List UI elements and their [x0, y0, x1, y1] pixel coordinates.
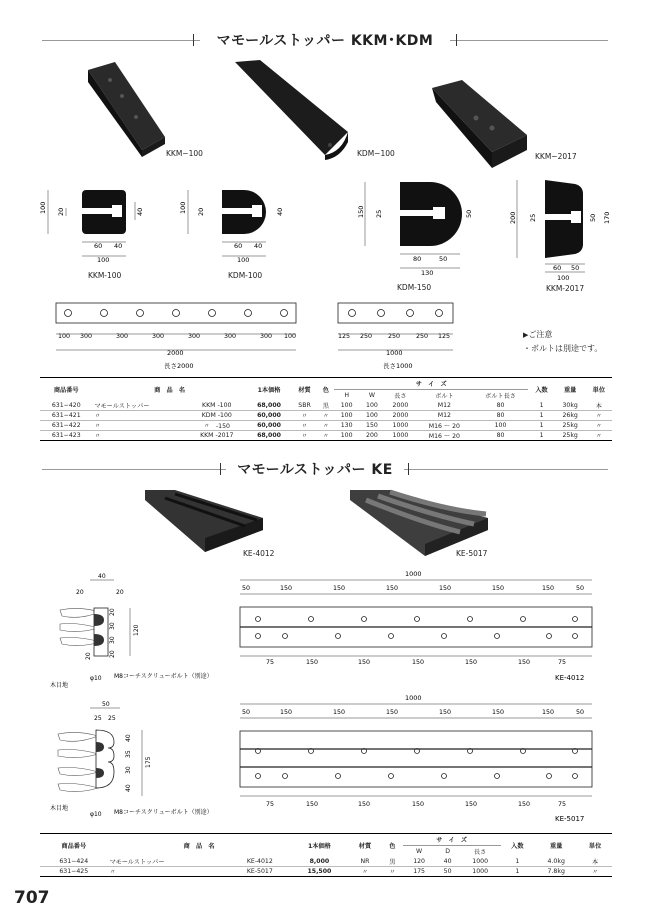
dim-text: 30 [109, 636, 116, 644]
cell-price: 68,000 [247, 401, 292, 411]
dim-text: 30 [109, 622, 116, 630]
notes-heading-text: ご注意 [528, 330, 553, 339]
dim-text: 50 [242, 709, 251, 716]
cell-price: 8,000 [291, 857, 348, 867]
cell-color: 〃 [318, 421, 334, 431]
th-material: 材質 [291, 378, 317, 402]
dim-text: 60 [553, 264, 562, 272]
dim-text: 1000 [405, 570, 422, 578]
cell-bolt: M16 〜 20 [416, 421, 472, 431]
dim-text: 100 [58, 333, 71, 340]
cell-code: 631−423 [40, 431, 93, 441]
cell-material: NR [348, 857, 382, 867]
cell-color: 〃 [318, 411, 334, 421]
th-length: 長さ [385, 390, 417, 402]
dim-text: 100 [179, 201, 187, 214]
plan-caption: 長さ2000 [164, 362, 194, 370]
th-weight: 重量 [555, 378, 586, 402]
dim-text: 200 [509, 211, 517, 224]
dim-text: 1000 [405, 694, 422, 702]
dim-text: 40 [136, 207, 144, 216]
dim-text: 150 [358, 659, 371, 666]
dim-text: 35 [125, 750, 132, 758]
plan-2000 [40, 300, 310, 375]
cell-unit: 本 [586, 401, 612, 411]
dim-text: 125 [338, 333, 351, 340]
cell-w: 175 [403, 867, 436, 877]
section-drawing-ke-4012 [50, 572, 220, 690]
cell-material: SBR [291, 401, 317, 411]
plan-label: KE-4012 [555, 674, 585, 682]
phi-label: φ10 [90, 811, 102, 818]
cell-unit: 〃 [586, 411, 612, 421]
dim-text: 150 [358, 801, 371, 808]
th-d: D [435, 846, 459, 858]
dim-text: 150 [492, 709, 505, 716]
dim-text: 150 [306, 659, 319, 666]
cell-d: 50 [435, 867, 459, 877]
dim-text: 80 [413, 255, 422, 263]
cell-name1: 〃 [93, 421, 187, 431]
dim-text: 25 [94, 715, 102, 722]
cell-weight: 4.0kg [534, 857, 578, 867]
cell-qty: 1 [528, 401, 554, 411]
th-unit: 単位 [578, 834, 612, 858]
cell-len: 1000 [460, 867, 501, 877]
dim-text: 100 [39, 201, 47, 214]
cell-qty: 1 [528, 411, 554, 421]
cell-h: 100 [334, 401, 359, 411]
dim-text: 2000 [167, 349, 184, 357]
cell-weight: 25kg [555, 431, 586, 441]
cell-len: 1000 [460, 857, 501, 867]
photo-kdm-100 [230, 60, 350, 160]
dim-text: 150 [306, 801, 319, 808]
cell-weight: 26kg [555, 411, 586, 421]
photo-kkm-2017 [432, 80, 532, 170]
cell-h: 100 [334, 431, 359, 441]
dim-text: 50 [576, 709, 585, 716]
table-row [40, 411, 612, 421]
th-code: 商品番号 [40, 834, 108, 858]
plan-caption: 長さ1000 [383, 362, 413, 370]
dim-text: 150 [439, 709, 452, 716]
cell-material: 〃 [291, 421, 317, 431]
dim-text: 250 [388, 333, 401, 340]
th-price: 1本価格 [291, 834, 348, 858]
dim-text: 150 [439, 585, 452, 592]
dim-text: 150 [542, 709, 555, 716]
cell-unit: 〃 [586, 431, 612, 441]
dim-text: 150 [492, 585, 505, 592]
dim-text: 1000 [386, 349, 403, 357]
cell-color: 黒 [318, 401, 334, 411]
cell-name1: マモールストッパー [108, 857, 229, 867]
photo-label-ke-5017: KE-5017 [456, 549, 488, 558]
th-name: 商 品 名 [93, 378, 247, 402]
cell-w: 100 [359, 401, 384, 411]
profile-label-kdm-150: KDM-150 [397, 283, 432, 292]
table-row [40, 867, 612, 877]
th-qty: 入数 [501, 834, 535, 858]
cell-price: 15,500 [291, 867, 348, 877]
cell-bolt-len: 80 [473, 411, 529, 421]
table-row [40, 431, 612, 441]
dim-text: 300 [80, 333, 93, 340]
th-qty: 入数 [528, 378, 554, 402]
cell-weight: 7.8kg [534, 867, 578, 877]
plan-label: KE-5017 [555, 815, 585, 823]
cell-name2: KDM -100 [187, 411, 247, 421]
cell-code: 631−424 [40, 857, 108, 867]
dim-text: 120 [133, 624, 140, 636]
dim-text: 40 [276, 207, 284, 216]
dim-text: 100 [557, 274, 570, 282]
cell-d: 40 [435, 857, 459, 867]
cell-qty: 1 [528, 431, 554, 441]
cell-h: 100 [334, 411, 359, 421]
dim-text: 20 [116, 589, 124, 596]
cell-w: 120 [403, 857, 436, 867]
th-size: サ イ ズ [403, 834, 501, 846]
dim-text: 20 [57, 207, 65, 216]
dim-text: 170 [603, 211, 611, 224]
photo-ke-4012 [145, 490, 265, 558]
title-tick-left-ke [220, 463, 221, 475]
th-weight: 重量 [534, 834, 578, 858]
cell-qty: 1 [528, 421, 554, 431]
dim-text: 20 [76, 589, 84, 596]
dim-text: 150 [333, 585, 346, 592]
bolt-note: M8コーチスクリューボルト（別途） [114, 673, 213, 680]
photo-label-kkm-100: KKM−100 [166, 149, 203, 158]
dim-text: 40 [98, 573, 106, 580]
dim-text: 75 [266, 801, 275, 808]
cell-unit: 〃 [578, 867, 612, 877]
dim-text: 40 [114, 242, 123, 250]
title-tick-right-ke [408, 463, 409, 475]
profile-kdm-150 [355, 172, 485, 282]
cell-name2: KKM -2017 [187, 431, 247, 441]
dim-text: 150 [280, 709, 293, 716]
th-bolt: ボルト [416, 390, 472, 402]
cell-name2: 〃 -150 [187, 421, 247, 431]
dim-text: 40 [125, 734, 132, 742]
dim-text: 100 [237, 256, 250, 264]
cell-material: 〃 [348, 867, 382, 877]
photo-kkm-100 [80, 62, 170, 157]
cell-len: 2000 [385, 401, 417, 411]
th-name: 商 品 名 [108, 834, 291, 858]
cell-weight: 25kg [555, 421, 586, 431]
section-title-ke: マモールストッパー KE [226, 459, 404, 479]
cell-name1: 〃 [93, 431, 187, 441]
dim-text: 150 [357, 205, 365, 218]
cell-qty: 1 [501, 857, 535, 867]
table-row [40, 401, 612, 411]
dim-text: 50 [465, 209, 473, 218]
title-tick-right [456, 34, 457, 46]
spec-table-kkm-kdm [40, 377, 612, 441]
dim-text: 130 [421, 269, 434, 277]
triangle-icon: ▶ [523, 331, 529, 339]
page-number: 707 [14, 888, 50, 908]
dim-text: 75 [558, 801, 567, 808]
profile-label-kdm-100: KDM-100 [228, 271, 263, 280]
cell-bolt: M12 [416, 411, 472, 421]
dim-text: 50 [571, 264, 580, 272]
dim-text: 125 [438, 333, 451, 340]
dim-text: 25 [529, 213, 537, 222]
dim-text: 50 [439, 255, 448, 263]
cell-code: 631−425 [40, 867, 108, 877]
cell-bolt-len: 80 [473, 401, 529, 411]
dim-text: 50 [102, 701, 110, 708]
dim-text: 150 [518, 659, 531, 666]
wood-label: 木目地 [50, 682, 69, 689]
dim-text: 30 [125, 766, 132, 774]
th-w: W [359, 390, 384, 402]
photo-label-kkm-2017: KKM−2017 [535, 152, 577, 161]
photo-label-ke-4012: KE-4012 [243, 549, 275, 558]
th-bolt-length: ボルト長さ [473, 390, 529, 402]
th-code: 商品番号 [40, 378, 93, 402]
wood-label: 木目地 [50, 805, 69, 812]
cell-len: 1000 [385, 431, 417, 441]
cell-price: 68,000 [247, 431, 292, 441]
notes-heading [523, 329, 552, 340]
cell-name2: KKM -100 [187, 401, 247, 411]
section-drawing-ke-5017 [50, 700, 225, 820]
dim-text: 75 [558, 659, 567, 666]
dim-text: 50 [589, 213, 597, 222]
cell-len: 2000 [385, 411, 417, 421]
spec-table-ke [40, 833, 612, 877]
cell-bolt-len: 80 [473, 431, 529, 441]
cell-name1: 〃 [108, 867, 229, 877]
dim-text: 20 [109, 650, 116, 658]
dim-text: 20 [109, 608, 116, 616]
th-length: 長さ [460, 846, 501, 858]
cell-material: 〃 [291, 411, 317, 421]
bolt-note: M8コーチスクリューボルト（別途） [114, 809, 213, 816]
table-row [40, 857, 612, 867]
cell-bolt-len: 100 [473, 421, 529, 431]
cell-price: 60,000 [247, 421, 292, 431]
cell-code: 631−421 [40, 411, 93, 421]
dim-text: 100 [97, 256, 110, 264]
cell-name1: マモールストッパー [93, 401, 187, 411]
cell-weight: 30kg [555, 401, 586, 411]
dim-text: 300 [260, 333, 273, 340]
cell-code: 631−420 [40, 401, 93, 411]
profile-kdm-100 [180, 180, 300, 280]
dim-text: 300 [224, 333, 237, 340]
dim-text: 150 [386, 585, 399, 592]
profile-kkm-2017 [505, 172, 620, 282]
dim-text: 50 [242, 585, 251, 592]
cell-name2: KE-4012 [229, 857, 291, 867]
dim-text: 25 [375, 209, 383, 218]
section-title-kkm-kdm: マモールストッパー KKM･KDM [200, 30, 450, 50]
dim-text: 150 [333, 709, 346, 716]
cell-qty: 1 [501, 867, 535, 877]
dim-text: 40 [125, 784, 132, 792]
th-size: サ イ ズ [334, 378, 528, 390]
plan-1000 [330, 300, 460, 375]
cell-w: 100 [359, 411, 384, 421]
cell-name2: KE-5017 [229, 867, 291, 877]
cell-color: 〃 [382, 867, 403, 877]
dim-text: 75 [266, 659, 275, 666]
th-h: H [334, 390, 359, 402]
cell-color: 黒 [382, 857, 403, 867]
title-tick-left [193, 34, 194, 46]
cell-w: 150 [359, 421, 384, 431]
cell-h: 130 [334, 421, 359, 431]
dim-text: 150 [412, 659, 425, 666]
dim-text: 175 [145, 756, 152, 768]
dim-text: 60 [94, 242, 103, 250]
dim-text: 150 [518, 801, 531, 808]
th-material: 材質 [348, 834, 382, 858]
dim-text: 150 [412, 801, 425, 808]
profile-kkm-100 [40, 180, 150, 280]
cell-material: 〃 [291, 431, 317, 441]
dim-text: 20 [197, 207, 205, 216]
dim-text: 300 [116, 333, 129, 340]
dim-text: 150 [542, 585, 555, 592]
th-unit: 単位 [586, 378, 612, 402]
photo-label-kdm-100: KDM−100 [357, 149, 395, 158]
th-color: 色 [382, 834, 403, 858]
notes-line: ・ボルトは別途です。 [523, 344, 603, 353]
profile-label-kkm-100: KKM-100 [88, 271, 122, 280]
dim-text: 150 [465, 801, 478, 808]
cell-bolt: M16 〜 20 [416, 431, 472, 441]
cell-unit: 〃 [586, 421, 612, 431]
cell-name1: 〃 [93, 411, 187, 421]
dim-text: 150 [280, 585, 293, 592]
plan-ke-5017 [230, 694, 605, 826]
dim-text: 20 [85, 652, 92, 660]
cell-len: 1000 [385, 421, 417, 431]
dim-text: 250 [360, 333, 373, 340]
cell-w: 200 [359, 431, 384, 441]
dim-text: 250 [416, 333, 429, 340]
dim-text: 40 [254, 242, 263, 250]
dim-text: 300 [188, 333, 201, 340]
th-price: 1本価格 [247, 378, 292, 402]
phi-label: φ10 [90, 675, 102, 682]
profile-label-kkm-2017: KKM-2017 [546, 284, 585, 293]
dim-text: 300 [152, 333, 165, 340]
dim-text: 100 [284, 333, 297, 340]
th-color: 色 [318, 378, 334, 402]
cell-price: 60,000 [247, 411, 292, 421]
dim-text: 50 [576, 585, 585, 592]
cell-unit: 本 [578, 857, 612, 867]
plan-ke-4012 [230, 570, 605, 685]
table-row [40, 421, 612, 431]
dim-text: 150 [386, 709, 399, 716]
dim-text: 25 [108, 715, 116, 722]
cell-bolt: M12 [416, 401, 472, 411]
cell-code: 631−422 [40, 421, 93, 431]
cell-color: 〃 [318, 431, 334, 441]
th-w: W [403, 846, 436, 858]
dim-text: 60 [234, 242, 243, 250]
dim-text: 150 [465, 659, 478, 666]
